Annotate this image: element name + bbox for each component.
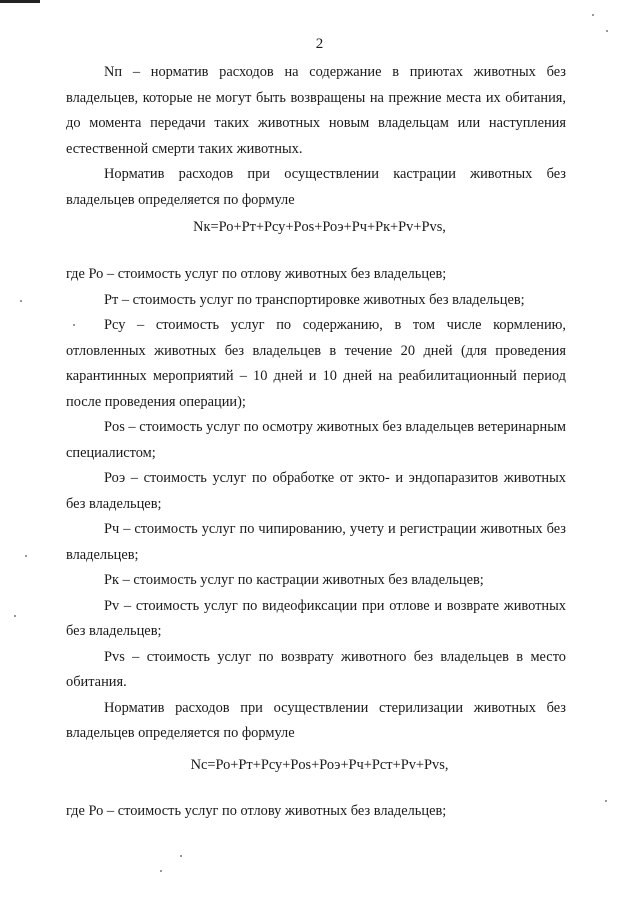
scan-corner-mark xyxy=(0,0,40,3)
scan-speck xyxy=(160,870,162,872)
scan-speck xyxy=(14,615,16,617)
formula-castration: Nк=Ро+Рт+Рсу+Рos+Роэ+Рч+Рк+Рv+Рvs, xyxy=(193,219,446,235)
page-number: 2 xyxy=(315,36,324,52)
final-definition-ro: где Ро – стоимость услуг по отлову животных без владельцев; xyxy=(66,803,447,819)
definition-roe: Роэ – стоимость услуг по обработке от экто- и эндопаразитов животных без владельцев; xyxy=(66,470,566,512)
scan-speck xyxy=(73,324,75,326)
definition-rk: Рк – стоимость услуг по кастрации животных без владельцев; xyxy=(104,572,484,588)
sterilization-intro: Норматив расходов при осуществлении стерилизации животных без владельцев определяется по формуле xyxy=(66,699,566,741)
definitions-block xyxy=(66,262,566,747)
scan-speck xyxy=(606,30,608,32)
scan-speck xyxy=(180,855,182,857)
intro-block xyxy=(66,60,566,213)
definition-rch: Рч – стоимость услуг по чипированию, учету и регистрации животных без владельцев; xyxy=(66,521,566,563)
scan-speck xyxy=(605,800,607,802)
final-definition-block xyxy=(66,799,566,825)
scan-speck xyxy=(592,14,594,16)
definition-rvs: Рvs – стоимость услуг по возврату животного без владельцев в место обитания. xyxy=(66,648,566,690)
np-definition: Nп – норматив расходов на содержание в приютах животных без владельцев, которые не могут быть возвращены на прежние места их обитания, до момента передачи таких животных новым владельцам или наступления естественной смерти таких животных. xyxy=(66,64,566,157)
definition-rt: Рт – стоимость услуг по транспортировке животных без владельцев; xyxy=(104,291,525,308)
formula-sterilization: Nс=Ро+Рт+Рсу+Рos+Роэ+Рч+Рст+Рv+Рvs, xyxy=(190,757,449,773)
definition-rsu: Рсу – стоимость услуг по содержанию, в том числе кормлению, отловленных животных без владельцев в течение 20 дней (для проведения карантинных мероприятий – 10 дней и 10 дней на реабилитационный период после проведения операции); xyxy=(66,317,566,410)
definition-ro: где Ро – стоимость услуг по отлову животных без владельцев; xyxy=(66,266,447,282)
definition-ros: Рos – стоимость услуг по осмотру животных без владельцев ветеринарным специалистом; xyxy=(66,419,566,461)
scan-speck xyxy=(20,300,22,302)
scan-speck xyxy=(25,555,27,557)
castration-intro: Норматив расходов при осуществлении кастрации животных без владельцев определяется по формуле xyxy=(66,166,566,208)
definition-rv: Рv – стоимость услуг по видеофиксации при отлове и возврате животных без владельцев; xyxy=(66,597,566,639)
